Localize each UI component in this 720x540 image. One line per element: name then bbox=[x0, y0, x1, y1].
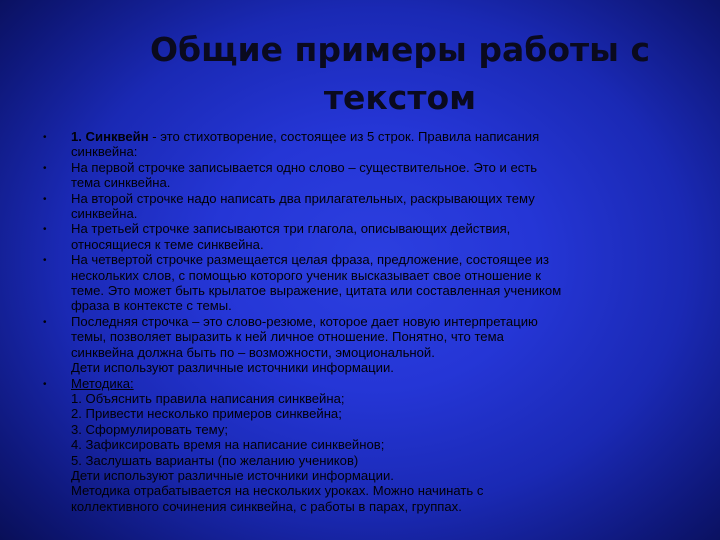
line-text: фраза в контексте с темы. bbox=[71, 298, 232, 314]
bullet-line bbox=[71, 252, 683, 267]
bullet-item bbox=[43, 314, 683, 376]
bullet-line bbox=[71, 360, 683, 375]
line-text: синквейна должна быть по – возможности, эмоциональной. bbox=[71, 344, 435, 360]
bullet-line bbox=[71, 160, 683, 175]
bullet-item bbox=[43, 129, 683, 160]
bullet-line bbox=[71, 437, 683, 452]
bullet-line bbox=[71, 453, 683, 468]
line-text: 5. Заслушать варианты (по желанию учеников) bbox=[71, 452, 359, 468]
line-text: На третьей строчке записываются три глагола, описывающих действия, bbox=[71, 221, 511, 237]
line-text: Дети используют различные источники информации. bbox=[71, 467, 394, 483]
line-text: Методика отрабатывается на нескольких уроках. Можно начинать с bbox=[71, 483, 484, 499]
bullet-line bbox=[71, 314, 683, 329]
line-text: - это стихотворение, состоящее из 5 строк. Правила написания bbox=[148, 129, 540, 144]
section-label: Методика: bbox=[71, 375, 134, 391]
bullet-item bbox=[43, 376, 683, 515]
line-text: тема синквейна. bbox=[71, 175, 171, 191]
line-text: синквейна. bbox=[71, 206, 138, 222]
bullet-line bbox=[71, 237, 683, 252]
line-text: теме. Это может быть крылатое выражение, цитата или составленная учеником bbox=[71, 283, 562, 299]
bullet-dot-icon: • bbox=[43, 378, 47, 390]
line-text: 3. Сформулировать тему; bbox=[71, 421, 229, 437]
bullet-dot-icon: • bbox=[43, 132, 47, 143]
line-text: синквейна: bbox=[71, 144, 138, 160]
bullet-dot-icon: • bbox=[43, 255, 47, 267]
line-text: Последняя строчка – это слово-резюме, которое дает новую интерпретацию bbox=[71, 313, 538, 329]
line-text: 4. Зафиксировать время на написание синквейнов; bbox=[71, 437, 385, 453]
line-text: Дети используют различные источники информации. bbox=[71, 360, 394, 376]
bullet-dot-icon: • bbox=[43, 224, 47, 236]
bullet-line bbox=[71, 221, 683, 236]
bullet-line bbox=[71, 468, 683, 483]
bullet-line bbox=[71, 499, 683, 514]
bullet-line bbox=[71, 345, 683, 360]
bullet-dot-icon: • bbox=[43, 162, 47, 174]
bullet-dot-icon: • bbox=[43, 316, 47, 328]
bullet-line bbox=[71, 376, 683, 391]
bullet-line bbox=[71, 422, 683, 437]
bullet-line bbox=[71, 144, 683, 159]
bullet-line bbox=[71, 406, 683, 421]
line-text: 2. Привести несколько примеров синквейна; bbox=[71, 406, 342, 422]
line-text: темы, позволяет выразить к ней личное отношение. Понятно, что тема bbox=[71, 329, 504, 345]
bullet-line bbox=[71, 129, 683, 144]
bullet-item bbox=[43, 160, 683, 191]
bullet-line bbox=[71, 175, 683, 190]
line-text: На первой строчке записывается одно слово – существительное. Это и есть bbox=[71, 159, 538, 175]
bullet-line bbox=[71, 191, 683, 206]
bullet-line bbox=[71, 391, 683, 406]
bullet-line bbox=[71, 483, 683, 498]
slide-title: Общие примеры работы с текстом bbox=[149, 30, 651, 117]
line-text: относящиеся к теме синквейна. bbox=[71, 236, 264, 252]
bullet-line bbox=[71, 329, 683, 344]
bullet-list bbox=[43, 129, 683, 514]
bullet-item bbox=[43, 252, 683, 314]
bullet-dot-icon: • bbox=[43, 193, 47, 205]
bullet-item bbox=[43, 191, 683, 222]
bullet-line bbox=[71, 298, 683, 313]
lead-term: 1. Синквейн bbox=[71, 129, 149, 144]
line-text: 1. Объяснить правила написания синквейна; bbox=[71, 390, 345, 406]
line-text: коллективного сочинения синквейна, с работы в парах, группах. bbox=[71, 498, 462, 514]
line-text: нескольких слов, с помощью которого ученик высказывает свое отношение к bbox=[71, 267, 541, 283]
bullet-item bbox=[43, 221, 683, 252]
bullet-line bbox=[71, 206, 683, 221]
line-text: На четвертой строчке размещается целая фраза, предложение, состоящее из bbox=[71, 252, 549, 268]
bullet-line bbox=[71, 283, 683, 298]
bullet-line bbox=[71, 268, 683, 283]
line-text: На второй строчке надо написать два прилагательных, раскрывающих тему bbox=[71, 190, 535, 206]
